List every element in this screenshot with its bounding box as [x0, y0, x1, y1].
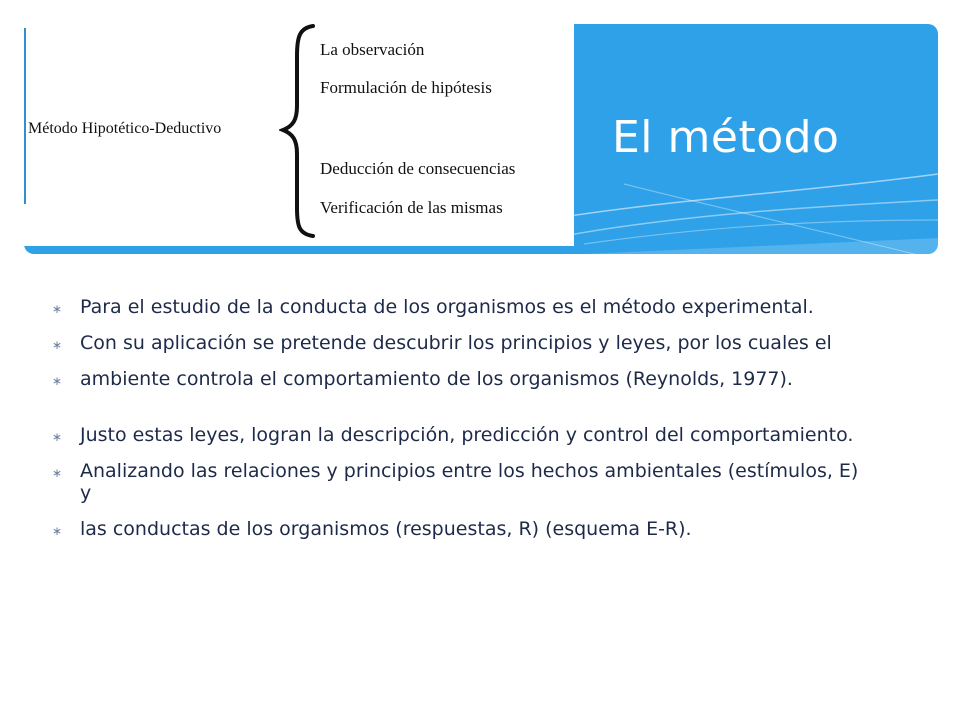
bullet-marker-icon: ∗: [52, 466, 63, 480]
diagram-root-label: Método Hipotético-Deductivo: [28, 120, 222, 137]
bullet-marker-icon: ∗: [52, 302, 63, 316]
bullet-item: [52, 368, 862, 390]
bullet-text: Justo estas leyes, logran la descripción, predicción y control del comportamiento.: [80, 424, 854, 446]
bullet-list: [52, 296, 862, 554]
bullet-item: [52, 518, 862, 540]
diagram-step-deduction: Deducción de consecuencias: [320, 159, 516, 178]
bullet-item: [52, 460, 862, 504]
method-diagram: [24, 20, 574, 246]
bullet-item: [52, 296, 862, 318]
diagram-step-observation: La observación: [320, 40, 425, 59]
bullet-marker-icon: ∗: [52, 430, 63, 444]
diagram-left-rule: [24, 28, 26, 204]
bullet-text: Analizando las relaciones y principios entre los hechos ambientales (estímulos, E) y: [80, 460, 859, 504]
bullet-item: [52, 424, 862, 446]
bullet-item: [52, 332, 862, 354]
bullet-marker-icon: ∗: [52, 338, 63, 352]
bullet-marker-icon: ∗: [52, 374, 63, 388]
bullet-text: las conductas de los organismos (respuestas, R) (esquema E-R).: [80, 518, 692, 540]
diagram-step-hypothesis: Formulación de hipótesis: [320, 78, 492, 97]
bullet-marker-icon: ∗: [52, 524, 63, 538]
bullet-text: Con su aplicación se pretende descubrir los principios y leyes, por los cuales el: [80, 332, 832, 354]
curly-brace-icon: [279, 22, 319, 242]
diagram-step-verification: Verificación de las mismas: [320, 198, 503, 217]
bullet-text: ambiente controla el comportamiento de los organismos (Reynolds, 1977).: [80, 368, 793, 390]
slide-title: El método: [612, 112, 840, 163]
bullet-text: Para el estudio de la conducta de los organismos es el método experimental.: [80, 296, 814, 318]
